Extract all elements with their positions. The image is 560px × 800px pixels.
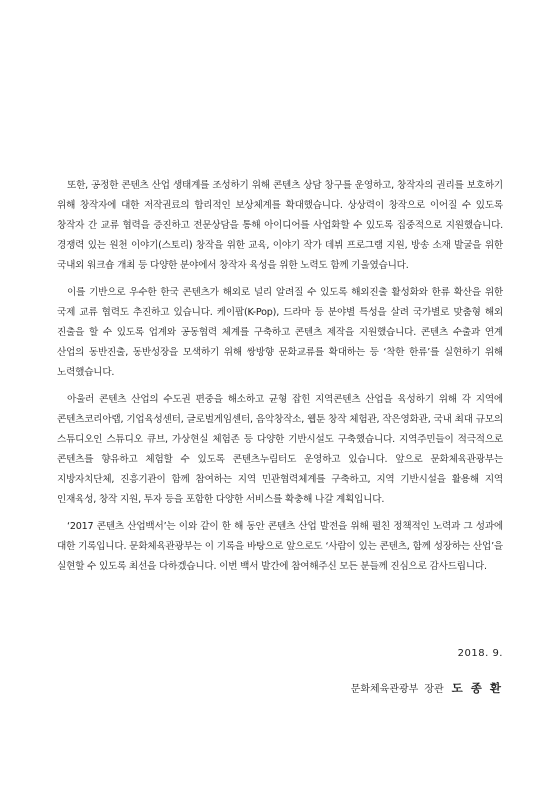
signature-title: 장관 bbox=[424, 684, 444, 695]
closing-date: 2018. 9. bbox=[457, 648, 503, 659]
paragraph-3: 아울러 콘텐츠 산업의 수도권 편중을 해소하고 균형 잡힌 지역콘텐츠 산업을 육성하기 위해 각 지역에 콘텐츠코리아랩, 기업육성센터, 글로벌게임센터, 음악창작소, 웹툰 창작 체험관, 작은영화관, 국내 최대 규모의 스튜디오인 스튜디오 큐브, 가상현실 체험존 등 다양한 기반시설도 구축했습니다. 지역주민들이 적극적으로 콘텐츠를 향유하고 체험할 수 있도록 콘텐츠누림터도 운영하고 있습니다. 앞으로 문화체육관광부는 지방자치단체, 진흥기관이 함께 참여하는 지역 민관협력체계를 구축하고, 지역 기반시설을 활용해 지역 인재육성, 창작 지원, 투자 등을 포함한 다양한 서비스를 확충해 나갈 계획입니다. bbox=[57, 394, 503, 505]
letter-body bbox=[57, 176, 503, 584]
signature-organization: 문화체육관광부 bbox=[350, 684, 419, 695]
paragraph-1: 또한, 공정한 콘텐츠 산업 생태계를 조성하기 위해 콘텐츠 상담 창구를 운영하고, 창작자의 권리를 보호하기 위해 창작자에 대한 저작권료의 합리적인 보상체계를 확대했습니다. 상상력이 창작으로 이어질 수 있도록 창작자 간 교류 협력을 증진하고 전문상담을 통해 아이디어를 사업화할 수 있도록 집중적으로 지원했습니다. 경쟁력 있는 원천 이야기(스토리) 창작을 위한 교육, 이야기 작가 데뷔 프로그램 지원, 방송 소재 발굴을 위한 국내외 워크숍 개최 등 다양한 분야에서 창작자 육성을 위한 노력도 함께 기울였습니다. bbox=[57, 180, 503, 271]
paragraph-4: ‘2017 콘텐츠 산업백서’는 이와 같이 한 해 동안 콘텐츠 산업 발전을 위해 펼친 정책적인 노력과 그 성과에 대한 기록입니다. 문화체육관광부는 이 기록을 바탕으로 앞으로도 ‘사람이 있는 콘텐츠, 함께 성장하는 산업’을 실현할 수 있도록 최선을 다하겠습니다. 이번 백서 발간에 참여해주신 모든 분들께 진심으로 감사드립니다. bbox=[57, 521, 503, 572]
signature-line bbox=[351, 680, 503, 696]
signature-name: 도 종 환 bbox=[451, 681, 503, 695]
paragraph-2: 이를 기반으로 우수한 한국 콘텐츠가 해외로 널리 알려질 수 있도록 해외진출 활성화와 한류 확산을 위한 국제 교류 협력도 추진하고 있습니다. 케이팝(K-Pop), 드라마 등 분야별 특성을 살려 국가별로 맞춤형 해외 진출을 할 수 있도록 업계와 공동협력 체계를 구축하고 콘텐츠 제작을 지원했습니다. 콘텐츠 수출과 연계 산업의 동반진출, 동반성장을 모색하기 위해 쌍방향 문화교류를 확대하는 등 ‘착한 한류’를 실현하기 위해 노력했습니다. bbox=[57, 287, 503, 378]
